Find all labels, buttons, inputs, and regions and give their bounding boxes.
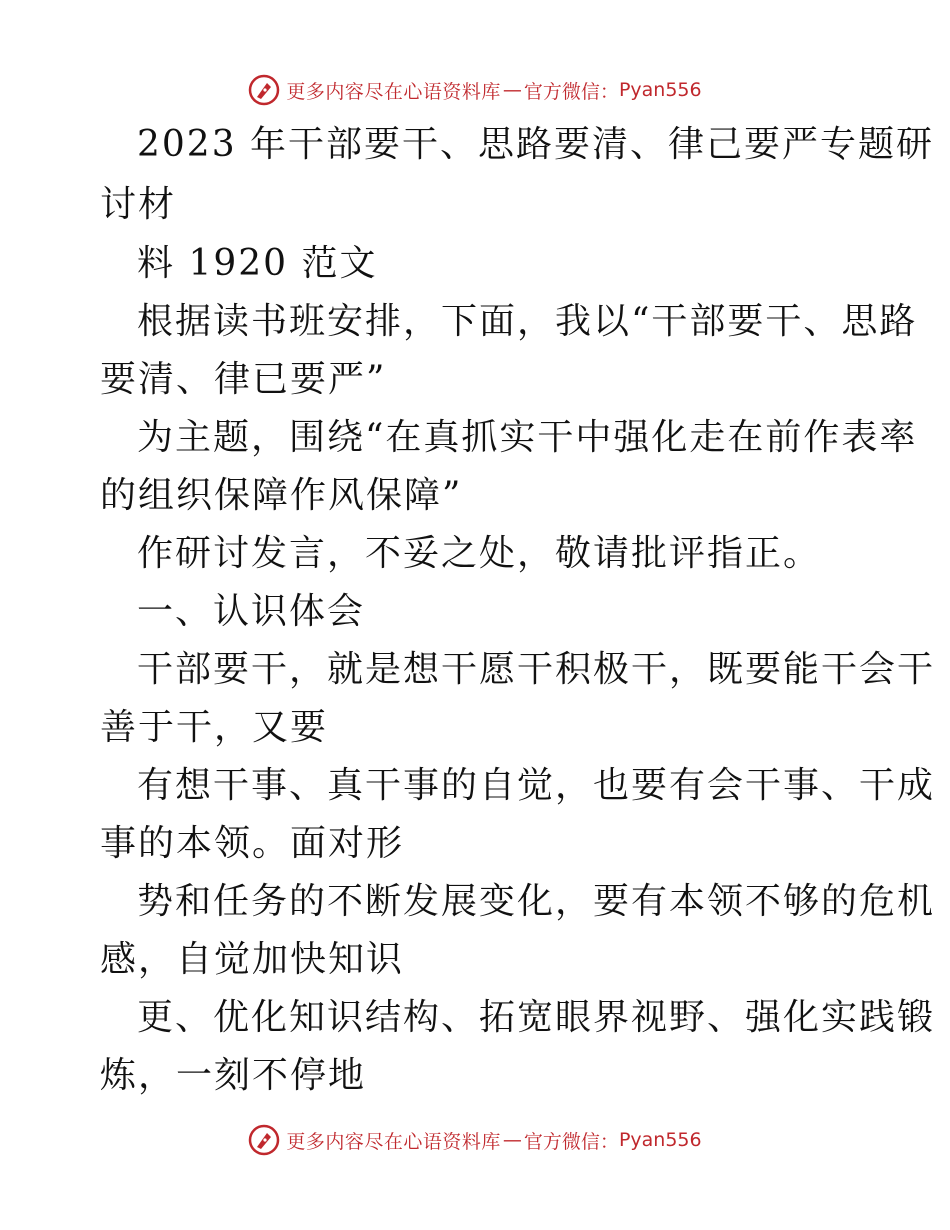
- text-line: 的组织保障作风保障”: [100, 475, 463, 516]
- watermark-wechat-id: Pyan556: [618, 1129, 702, 1151]
- watermark-wechat-label: 官方微信：: [523, 80, 619, 103]
- watermark-wechat-id: Pyan556: [618, 79, 702, 101]
- text-line: 炼，一刻不停地: [100, 1055, 367, 1096]
- text-line: 势和任务的不断发展变化，要有本领不够的危机: [137, 881, 936, 922]
- watermark-brand: 更多内容尽在心语资料库: [286, 80, 501, 103]
- text-line: 为主题，围绕“在真抓实干中强化走在前作表率: [137, 417, 918, 458]
- watermark-wechat-label: 官方微信：: [523, 1130, 619, 1153]
- text-line: 善于干，又要: [100, 707, 329, 748]
- text-line: 讨材: [100, 184, 177, 225]
- text-line: 作研讨发言，不妥之处，敬请批评指正。: [137, 533, 822, 574]
- text-line: 更、优化知识结构、拓宽眼界视野、强化实践锻: [137, 997, 936, 1038]
- header-watermark: [0, 70, 950, 110]
- text-line: 根据读书班安排，下面，我以“干部要干、思路: [137, 301, 918, 342]
- text-line: 干部要干，就是想干愿干积极干，既要能干会干: [137, 649, 936, 690]
- text-line: 有想干事、真干事的自觉，也要有会干事、干成: [137, 765, 936, 806]
- text-line: 料 1920 范文: [137, 243, 378, 284]
- pen-nib-logo-icon: [248, 74, 280, 106]
- watermark-brand: 更多内容尽在心语资料库: [286, 1130, 501, 1153]
- section-heading: 一、认识体会: [137, 591, 366, 632]
- text-line: 事的本领。面对形: [100, 823, 405, 864]
- footer-watermark: [0, 1120, 950, 1160]
- text-line: 2023 年干部要干、思路要清、律己要严专题研: [137, 124, 935, 165]
- text-line: 要清、律已要严”: [100, 359, 387, 400]
- watermark-separator: —: [502, 1129, 522, 1151]
- pen-nib-logo-icon: [248, 1124, 280, 1156]
- watermark-separator: —: [502, 79, 522, 101]
- text-line: 感，自觉加快知识: [100, 939, 405, 980]
